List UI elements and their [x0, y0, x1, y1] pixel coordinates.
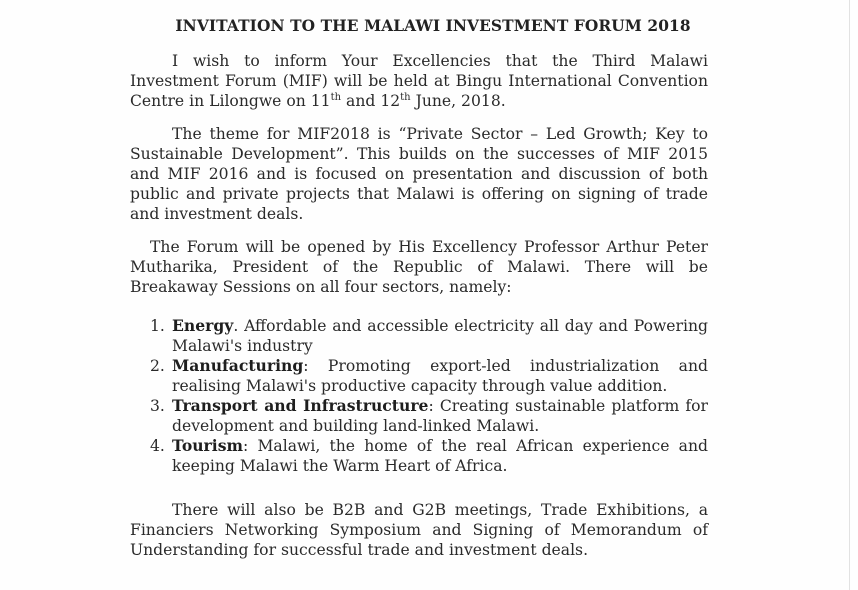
sector-separator: :: [242, 437, 249, 455]
paragraph-forum-announcement: [130, 51, 708, 111]
sector-list: [150, 316, 708, 476]
paragraph1-superscript-b: th: [400, 91, 411, 103]
sector-number: 3.: [150, 397, 165, 415]
sector-number: 4.: [150, 437, 165, 455]
paragraph-theme: The theme for MIF2018 is “Private Sector – Led Growth; Key to Sustainable Development”. This builds on the successes of MIF 2015 and MIF 2016 and is focused on presentation and discussion of both public and private projects that Malawi is offering on signing of trade and investment deals.: [130, 125, 708, 223]
sector-list-item: [150, 356, 708, 396]
paragraph1-text-c: June, 2018.: [410, 92, 506, 110]
page-edge-line: [849, 0, 850, 590]
paragraph1-superscript-a: th: [330, 91, 342, 103]
sector-separator: :: [303, 357, 309, 375]
paragraph1-text-b: and 12: [341, 92, 401, 110]
sector-list-item: [150, 436, 708, 476]
paragraph-opening: The Forum will be opened by His Excellency Professor Arthur Peter Mutharika, President of the Republic of Malawi. There will be Breakaway Sessions on all four sectors, namely:: [130, 238, 708, 296]
sector-name: Manufacturing: [172, 356, 304, 375]
sector-separator: :: [428, 397, 434, 415]
sector-name: Tourism: [172, 436, 243, 455]
sector-name: Transport and Infrastructure: [172, 396, 429, 415]
sector-description: Malawi, the home of the real African experience and keeping Malawi the Warm Heart of Africa.: [172, 437, 708, 475]
sector-description: Promoting export-led industrialization and realising Malawi's productive capacity through value addition.: [172, 357, 708, 395]
sector-description: Affordable and accessible electricity all day and Powering Malawi's industry: [172, 317, 708, 355]
sector-list-item: [150, 316, 708, 356]
sector-number: 1.: [150, 317, 165, 335]
document-body: [130, 16, 708, 560]
sector-description: Creating sustainable platform for development and building land-linked Malawi.: [172, 397, 709, 435]
sector-name: Energy: [172, 316, 234, 335]
sector-list-item: [150, 396, 708, 436]
document-title: INVITATION TO THE MALAWI INVESTMENT FORUM 2018: [175, 17, 691, 35]
paragraph1-text-a: I wish to inform Your Excellencies that the Third Malawi Investment Forum (MIF) will be held at Bingu International Convention Centre in Lilongwe on 11: [130, 52, 708, 110]
paragraph-additional-events: There will also be B2B and G2B meetings, Trade Exhibitions, a Financiers Networking Symposium and Signing of Memorandum of Understanding for successful trade and investment deals.: [130, 501, 708, 559]
sector-separator: .: [233, 317, 239, 335]
sector-number: 2.: [150, 357, 165, 375]
